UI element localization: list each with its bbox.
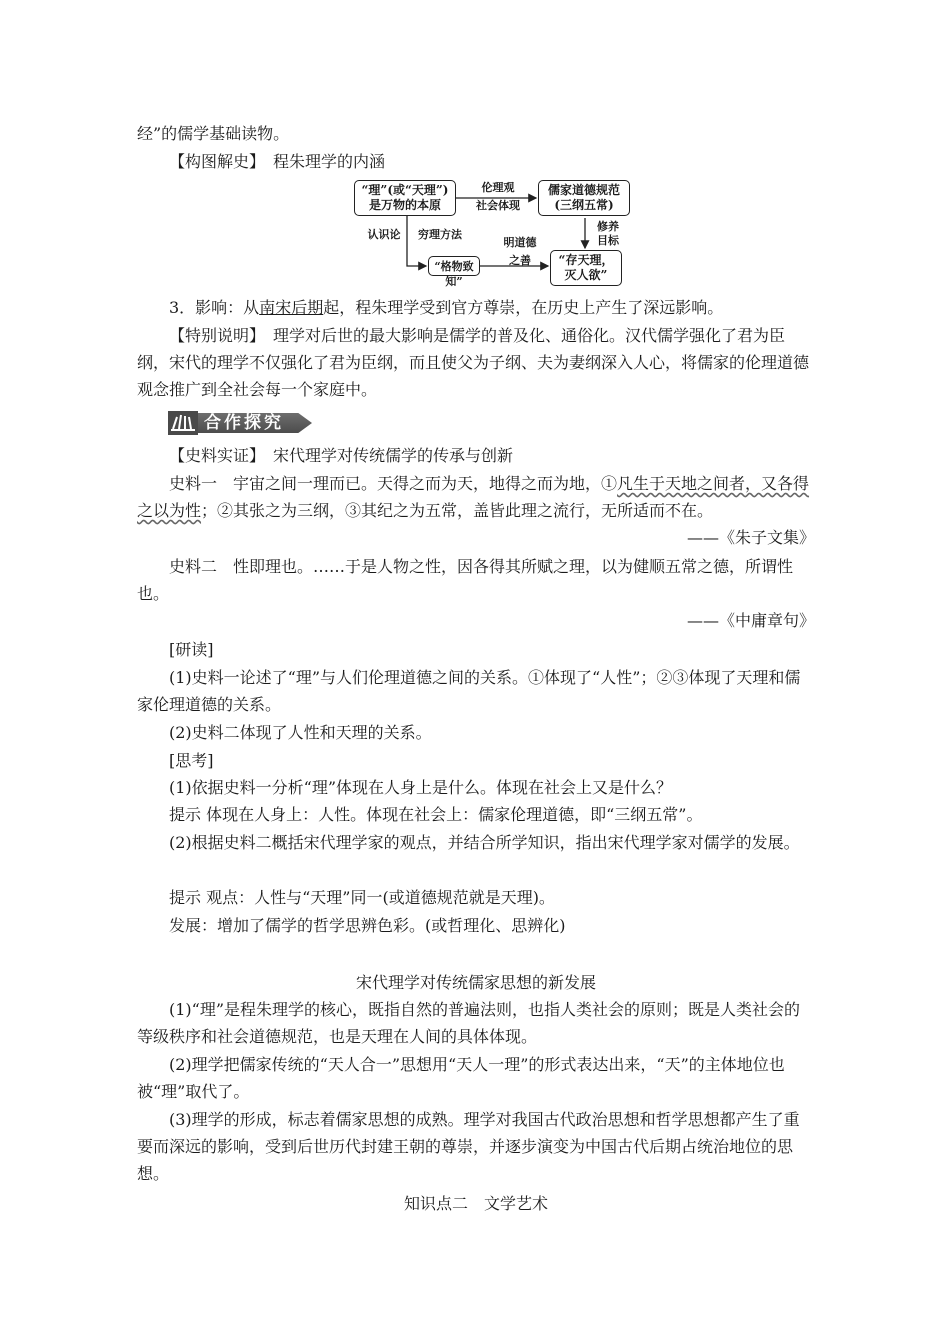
think-heading: [思考] bbox=[169, 751, 214, 770]
special-note-paragraph: 【特别说明】 理学对后世的最大影响是儒学的普及化、通俗化。汉代儒学强化了君为臣纲，宋代的理学不仅强化了君为臣纲，而且使父为子纲、夫为妻纲深入人心，将儒家的伦理道德观念推广到全社会每一个家庭中。 bbox=[137, 326, 810, 399]
influence-underlined: 南宋后期 bbox=[259, 298, 324, 317]
knowledge-point-heading: 知识点二 文学艺术 bbox=[403, 1194, 548, 1213]
box-cun-line1: “存天理， bbox=[558, 253, 614, 267]
source-one-citation: ——《朱子文集》 bbox=[686, 528, 815, 547]
evidence-heading: 【史料实证】 宋代理学对传统儒学的传承与创新 bbox=[169, 446, 514, 465]
section-banner bbox=[168, 411, 312, 435]
section-heading: 【构图解史】 程朱理学的内涵 bbox=[169, 152, 386, 171]
influence-paragraph bbox=[137, 294, 815, 321]
label-ethics-line1: 伦理观 bbox=[481, 181, 515, 194]
label-ming-de bbox=[498, 236, 542, 268]
box-gewu-text: “格物致知” bbox=[434, 260, 474, 288]
banner-grass-icon bbox=[168, 411, 198, 435]
study-item-1: (1)史料一论述了“理”与人们伦理道德之间的关系。①体现了“人性”；②③体现了天理和儒家伦理道德的关系。 bbox=[137, 668, 801, 714]
banner-title: 合作探究 bbox=[204, 413, 284, 433]
label-cultivation-line2: 目标 bbox=[597, 234, 619, 247]
study-item-2: (2)史料二体现了人性和天理的关系。 bbox=[169, 723, 432, 742]
source-one-wavy: 凡生于天地之间者，又各得之以为性 bbox=[137, 474, 810, 520]
answer-2-development: 发展：增加了儒学的哲学思辨色彩。(或哲理化、思辨化) bbox=[169, 916, 566, 935]
influence-suffix: 起，程朱理学受到官方尊崇，在历史上产生了深远影响。 bbox=[323, 298, 724, 317]
box-li-origin bbox=[354, 180, 456, 216]
label-ming-de-line1: 明道德 bbox=[503, 236, 537, 249]
label-cultivation bbox=[590, 220, 626, 248]
box-gewu-zhizhi bbox=[428, 256, 480, 288]
summary-title: 宋代理学对传统儒家思想的新发展 bbox=[355, 973, 596, 992]
source-one-part2: ；②其张之为三纲，③其纪之为五常，盖皆此理之流行，无所适而不在。 bbox=[201, 501, 714, 520]
influence-prefix: 3．影响：从 bbox=[169, 298, 260, 317]
box-cun-tianli bbox=[550, 250, 622, 286]
banner-icon-svg bbox=[168, 411, 198, 435]
source-one-part1: 史料一 宇宙之间一理而已。天得之而为天，地得之而为地，① bbox=[169, 474, 618, 493]
source-two-citation: ——《中庸章句》 bbox=[686, 611, 815, 630]
label-ethics-line2: 社会体现 bbox=[476, 199, 520, 212]
label-method: 穷理方法 bbox=[418, 228, 462, 241]
question-2: (2)根据史料二概括宋代理学家的观点，并结合所学知识，指出宋代理学家对儒学的发展。 bbox=[169, 833, 800, 852]
text-line: 经”的儒学基础读物。 bbox=[137, 124, 290, 143]
label-ming-de-line2: 之善 bbox=[509, 254, 531, 267]
source-two: 史料二 性即理也。……于是人物之性，因各得其所赋之理，以为健顺五常之德，所谓性也。 bbox=[137, 557, 794, 603]
box-li-line1: “理”(或“天理”) bbox=[361, 183, 449, 197]
summary-point-1: (1)“理”是程朱理学的核心，既指自然的普遍法则，也指人类社会的原则；既是人类社会的等级秩序和社会道德规范，也是天理在人间的具体体现。 bbox=[137, 1000, 801, 1046]
concept-diagram bbox=[352, 176, 632, 292]
box-cun-line2: 灭人欲” bbox=[564, 268, 608, 282]
answer-1: 提示 体现在人身上：人性。体现在社会上：儒家伦理道德，即“三纲五常”。 bbox=[169, 805, 703, 824]
label-ethics bbox=[472, 181, 524, 213]
summary-point-2: (2)理学把儒家传统的“天人合一”思想用“天人一理”的形式表达出来，“天”的主体地位也被“理”取代了。 bbox=[137, 1055, 785, 1101]
question-1: (1)依据史料一分析“理”体现在人身上是什么。体现在社会上又是什么？ bbox=[169, 778, 673, 797]
box-confucian-norms bbox=[538, 180, 630, 216]
answer-2-viewpoint: 提示 观点：人性与“天理”同一(或道德规范就是天理)。 bbox=[169, 888, 555, 907]
label-cultivation-line1: 修养 bbox=[597, 220, 619, 233]
label-epistemology: 认识论 bbox=[367, 228, 401, 241]
box-norm-line1: 儒家道德规范 bbox=[547, 183, 620, 197]
box-norm-line2: (三纲五常) bbox=[554, 198, 614, 212]
box-li-line2: 是万物的本原 bbox=[368, 198, 441, 212]
summary-point-3: (3)理学的形成，标志着儒家思想的成熟。理学对我国古代政治思想和哲学思想都产生了重要而深远的影响，受到后世历代封建王朝的尊崇，并逐步演变为中国古代后期占统治地位的思想。 bbox=[137, 1110, 800, 1183]
study-heading: [研读] bbox=[169, 640, 214, 659]
source-one bbox=[137, 470, 815, 524]
